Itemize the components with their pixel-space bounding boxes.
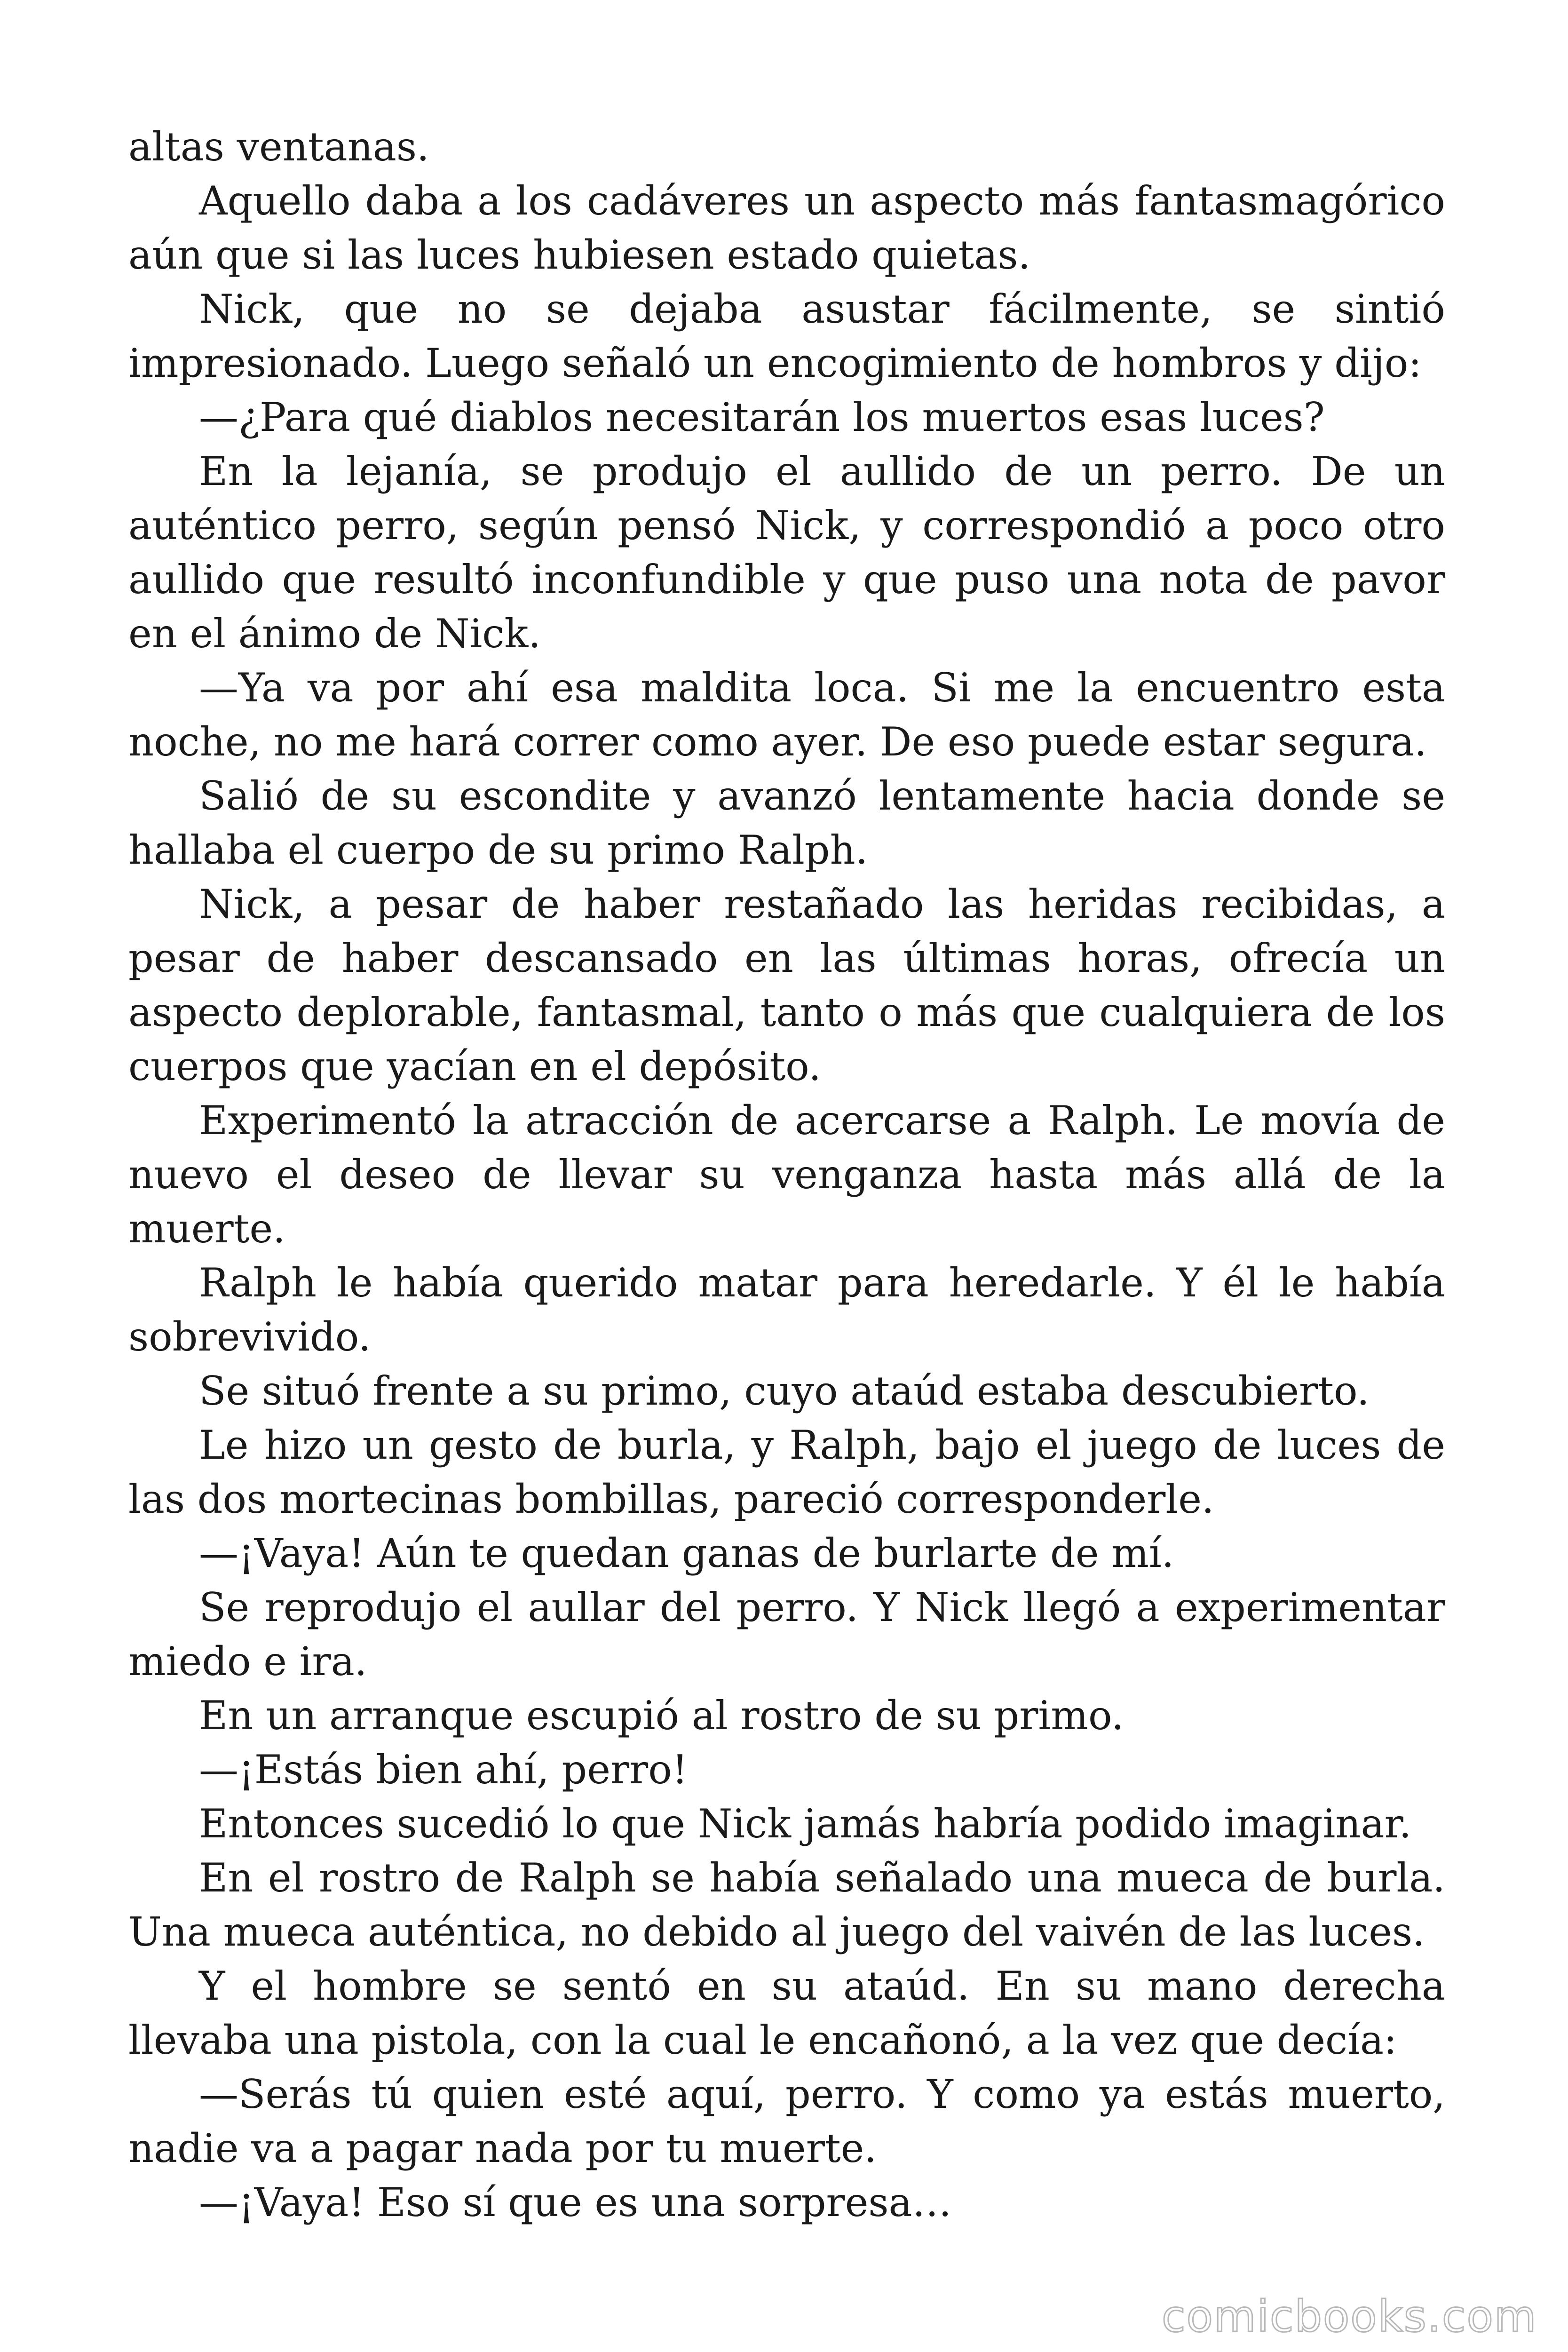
paragraph: Y el hombre se sentó en su ataúd. En su mano derecha llevaba una pistola, con la cual le encañonó, a la vez que decía: (128, 1963, 1445, 2063)
paragraph: Le hizo un gesto de burla, y Ralph, bajo el juego de luces de las dos mortecinas bombillas, pareció corresponderle. (128, 1422, 1445, 1522)
paragraph: —Ya va por ahí esa maldita loca. Si me la encuentro esta noche, no me hará correr como ayer. De eso puede estar segura. (128, 665, 1445, 765)
paragraph: En la lejanía, se produjo el aullido de un perro. De un auténtico perro, según pensó Nick, y correspondió a poco otro aullido que resultó inconfundible y que puso una nota de pavor en el ánimo de Nick. (128, 448, 1445, 657)
paragraph: —¿Para qué diablos necesitarán los muertos esas luces? (199, 394, 1325, 440)
paragraph: Experimentó la atracción de acercarse a Ralph. Le movía de nuevo el deseo de llevar su venganza hasta más allá de la muerte. (128, 1097, 1445, 1252)
paragraph: En el rostro de Ralph se había señalado una mueca de burla. Una mueca auténtica, no debido al juego del vaivén de las luces. (128, 1855, 1445, 1955)
paragraph: En un arranque escupió al rostro de su primo. (199, 1692, 1124, 1739)
paragraph: —¡Vaya! Eso sí que es una sorpresa… (199, 2179, 952, 2225)
paragraph: Se reprodujo el aullar del perro. Y Nick llegó a experimentar miedo e ira. (128, 1584, 1445, 1685)
paragraph: Nick, a pesar de haber restañado las heridas recibidas, a pesar de haber descansado en las últimas horas, ofrecía un aspecto deplorable, fantasmal, tanto o más que cualquiera de los cuerpos que yacían en el depósito. (128, 881, 1445, 1089)
paragraph: altas ventanas. (128, 124, 429, 170)
paragraph: Entonces sucedió lo que Nick jamás habría podido imaginar. (199, 1801, 1412, 1847)
paragraph: Salió de su escondite y avanzó lentamente hacia donde se hallaba el cuerpo de su primo Ralph. (128, 773, 1445, 873)
paragraph: —¡Vaya! Aún te quedan ganas de burlarte de mí. (199, 1530, 1174, 1576)
paragraph: —¡Estás bien ahí, perro! (199, 1747, 688, 1793)
paragraph: Se situó frente a su primo, cuyo ataúd estaba descubierto. (199, 1368, 1370, 1414)
paragraph: Aquello daba a los cadáveres un aspecto más fantasmagórico aún que si las luces hubiesen estado quietas. (128, 178, 1445, 278)
paragraph: Ralph le había querido matar para heredarle. Y él le había sobrevivido. (128, 1260, 1445, 1360)
paragraph: Nick, que no se dejaba asustar fácilmente, se sintió impresionado. Luego señaló un encogimiento de hombros y dijo: (128, 286, 1445, 386)
book-page-text (128, 120, 1445, 2225)
paragraph: —Serás tú quien esté aquí, perro. Y como ya estás muerto, nadie va a pagar nada por tu muerte. (128, 2071, 1445, 2171)
watermark: comicbooks.com (1162, 2291, 1537, 2342)
